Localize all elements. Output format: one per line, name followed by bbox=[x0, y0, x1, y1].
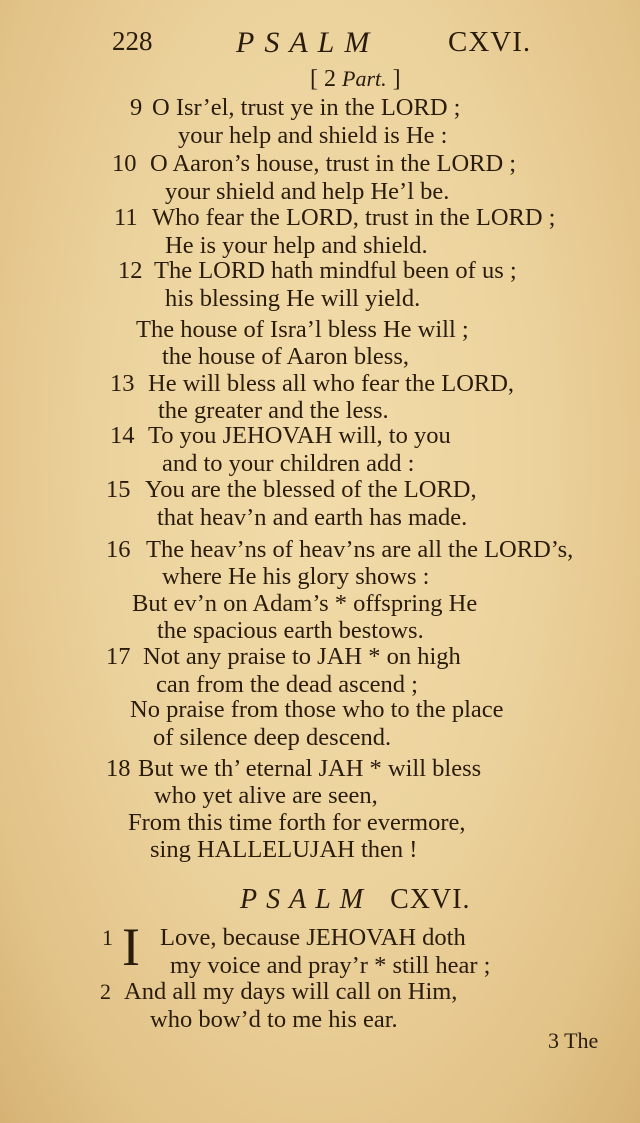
part-label: Part. bbox=[342, 66, 387, 91]
psalm-heading-word: PSALM bbox=[240, 884, 373, 915]
verse-line: Not any praise to JAH * on high bbox=[143, 643, 461, 670]
verse-line: He is your help and shield. bbox=[165, 232, 428, 259]
verse-number: 18 bbox=[106, 755, 131, 782]
drop-cap: I bbox=[122, 917, 140, 977]
verse-number: 10 bbox=[112, 150, 137, 177]
verse-line: O Isr’el, trust ye in the LORD ; bbox=[152, 94, 461, 121]
verse-line: your shield and help He’l be. bbox=[165, 178, 450, 205]
running-title: PSALM bbox=[236, 26, 380, 59]
verse-number: 1 bbox=[102, 925, 113, 950]
verse-line: He will bless all who fear the LORD, bbox=[148, 370, 515, 397]
page-number: 228 bbox=[112, 26, 153, 56]
verse-line: The LORD hath mindful been of us ; bbox=[154, 257, 517, 284]
verse-number: 13 bbox=[110, 370, 135, 397]
verse-line: your help and shield is He : bbox=[178, 122, 448, 149]
verse-line: where He his glory shows : bbox=[162, 563, 430, 590]
psalm-heading bbox=[240, 884, 471, 916]
verse-line: sing HALLELUJAH then ! bbox=[150, 836, 418, 863]
part-bracket-close: ] bbox=[386, 66, 401, 92]
psalm-heading-number: CXVI. bbox=[390, 884, 471, 915]
verse-line: who yet alive are seen, bbox=[154, 782, 378, 809]
verse-line: Who fear the LORD, trust in the LORD ; bbox=[152, 204, 556, 231]
verse-number: 11 bbox=[114, 204, 138, 231]
verse-number: 17 bbox=[106, 643, 131, 670]
verse-line: From this time forth for evermore, bbox=[128, 809, 466, 836]
catchword: 3 The bbox=[548, 1028, 599, 1053]
part-marker bbox=[310, 66, 401, 93]
verse-line: the house of Aaron bless, bbox=[162, 343, 409, 370]
verse-line: can from the dead ascend ; bbox=[156, 671, 418, 698]
verse-line: my voice and pray’r * still hear ; bbox=[170, 952, 491, 979]
verse-line: You are the blessed of the LORD, bbox=[145, 476, 477, 503]
verse-line: But ev’n on Adam’s * offspring He bbox=[132, 590, 478, 617]
verse-line: who bow’d to me his ear. bbox=[150, 1006, 398, 1033]
verse-line: But we th’ eternal JAH * will bless bbox=[138, 755, 482, 782]
verse-line: and to your children add : bbox=[162, 450, 415, 477]
verse-line: O Aaron’s house, trust in the LORD ; bbox=[150, 150, 517, 177]
verse-line: The house of Isra’l bless He will ; bbox=[136, 316, 469, 343]
verse-number: 14 bbox=[110, 422, 135, 449]
verse-number: 15 bbox=[106, 476, 131, 503]
verse-line: To you JEHOVAH will, to you bbox=[148, 422, 451, 449]
page-header bbox=[112, 26, 552, 66]
verse-number: 12 bbox=[118, 257, 143, 284]
verse-line: the spacious earth bestows. bbox=[157, 617, 424, 644]
part-bracket-open: [ 2 bbox=[310, 66, 342, 92]
verse-line: And all my days will call on Him, bbox=[124, 978, 458, 1005]
verse-number: 9 bbox=[130, 94, 143, 121]
verse-line: that heav’n and earth has made. bbox=[157, 504, 468, 531]
verse-line: The heav’ns of heav’ns are all the LORD’s, bbox=[146, 536, 574, 563]
running-psalm-number: CXVI. bbox=[448, 26, 532, 58]
verse-line: Love, because JEHOVAH doth bbox=[160, 924, 466, 951]
verse-line: No praise from those who to the place bbox=[130, 696, 504, 723]
verse-number: 2 bbox=[100, 979, 111, 1004]
verse-number: 16 bbox=[106, 536, 131, 563]
verse-line: of silence deep descend. bbox=[153, 724, 392, 751]
verse-line: the greater and the less. bbox=[158, 397, 389, 424]
verse-line: his blessing He will yield. bbox=[165, 285, 421, 312]
